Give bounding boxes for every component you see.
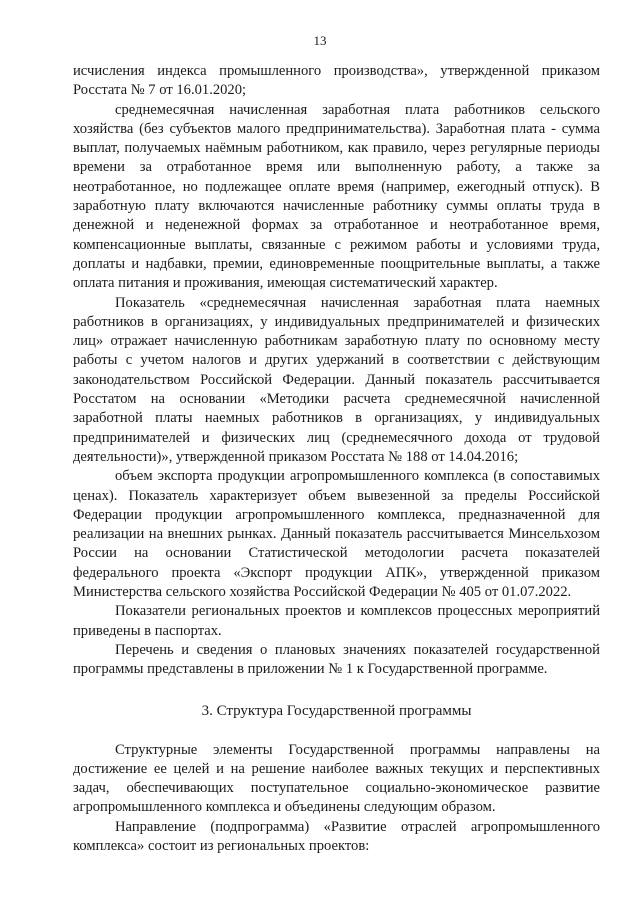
paragraph-wage-agriculture: среднемесячная начисленная заработная плата работников сельского хозяйства (без субъектов малого предпринимательства). Заработная плата - сумма выплат, получаемых наёмным работником, как правило, через регулярные периоды времени за отработанное время или выполненную работу, а также за неотработанное, но подлежащее оплате время (например, ежегодный отпуск). В заработную плату включаются начисленные работнику суммы оплаты труда в денежной и неденежной формах за отработанное и неотработанное время, компенсационные выплаты, связанные с режимом работы и условиями труда, доплаты и надбавки, премии, единовременные поощрительные выплаты, а также оплата питания и проживания, имеющая систематический характер.: [73, 101, 600, 292]
paragraph-wage-indicator: Показатель «среднемесячная начисленная заработная плата наемных работников в организациях, у индивидуальных предпринимателей и физических лиц» отражает начисленную работникам заработную плату по основному месту работы с учетом налогов и других удержаний в соответствии с действующим законодательством Российской Федерации. Данный показатель рассчитывается Росстатом на основании «Методики расчета среднемесячной начисленной заработной платы наемных работников в организациях, у индивидуальных предпринимателей и физических лиц (среднемесячного дохода от трудовой деятельности)», утвержденной приказом Росстата № 188 от 14.04.2016;: [73, 294, 600, 465]
paragraph-regional-projects: Показатели региональных проектов и комплексов процессных мероприятий приведены в паспортах.: [73, 603, 600, 639]
page-number: 13: [313, 33, 327, 48]
paragraph-export-volume: объем экспорта продукции агропромышленного комплекса (в сопоставимых ценах). Показатель характеризует объем вывезенной за пределы Российской Федерации продукции агропромышленного комплекса, предназначенной для реализации на внешних рынках. Данный показатель рассчитывается Минсельхозом России на основании Статистической методологии расчета показателей федерального проекта «Экспорт продукции АПК», утвержденной приказом Министерства сельского хозяйства Российской Федерации № 405 от 01.07.2022.: [73, 468, 600, 601]
paragraph-subprogram: Направление (подпрограмма) «Развитие отраслей агропромышленного комплекса» состоит из региональных проектов:: [73, 818, 600, 854]
paragraph-indicator-list: Перечень и сведения о плановых значениях показателей государственной программы представлены в приложении № 1 к Государственной программе.: [73, 641, 600, 678]
document-body: [73, 62, 600, 856]
section-heading: 3. Структура Государственной программы: [201, 702, 472, 719]
paragraph-continuation: исчисления индекса промышленного производства», утвержденной приказом Росстата № 7 от 16.01.2020;: [73, 63, 600, 99]
paragraph-structural-elements: Структурные элементы Государственной программы направлены на достижение ее целей и на решение наиболее важных текущих и перспективных задач, обеспечивающих поступательное социально-экономическое развитие агропромышленного комплекса и объединены следующим образом.: [73, 741, 600, 816]
